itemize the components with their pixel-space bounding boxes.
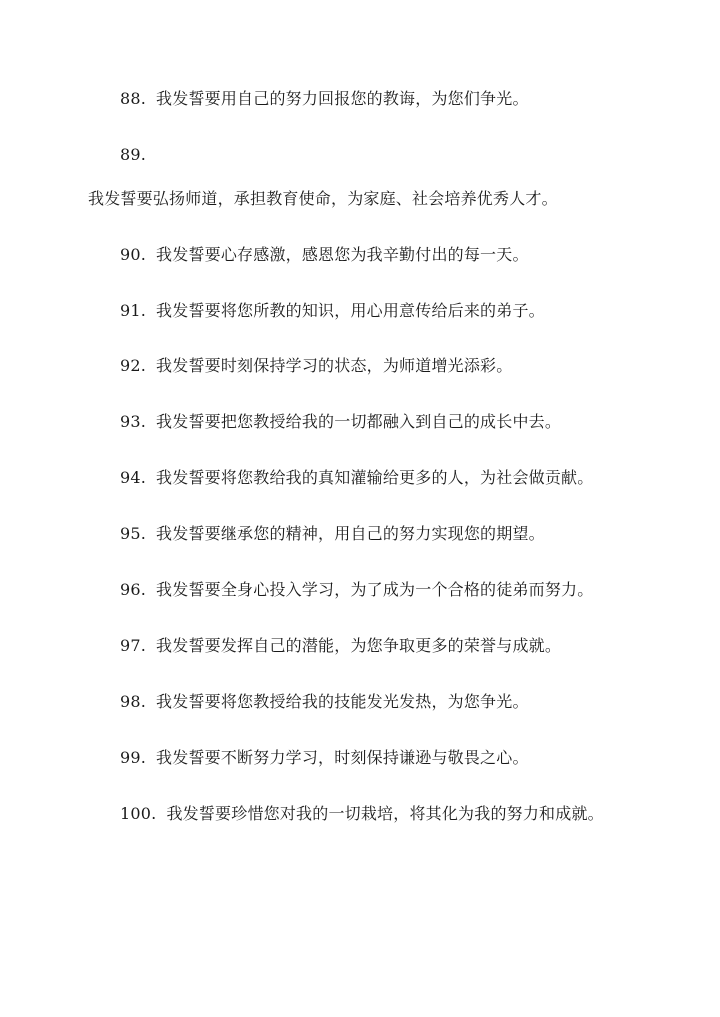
list-item-91 xyxy=(120,301,545,321)
item-text: 我发誓要用自己的努力回报您的教诲，为您们争光。 xyxy=(156,89,529,108)
item-text: 我发誓要继承您的精神，用自己的努力实现您的期望。 xyxy=(156,524,545,543)
item-text: 我发誓要将您教给我的真知灌输给更多的人，为社会做贡献。 xyxy=(156,468,594,487)
item-text: 我发誓要发挥自己的潜能，为您争取更多的荣誉与成就。 xyxy=(156,636,562,655)
item-text: 我发誓要弘扬师道，承担教育使命，为家庭、社会培养优秀人才。 xyxy=(88,189,558,208)
list-item-89-number xyxy=(120,145,156,165)
item-number: 100. xyxy=(120,804,157,823)
item-text: 我发誓要时刻保持学习的状态，为师道增光添彩。 xyxy=(156,356,513,375)
item-number: 96. xyxy=(120,580,147,599)
list-item-93 xyxy=(120,412,561,432)
list-item-97 xyxy=(120,636,561,656)
list-item-96 xyxy=(120,580,593,600)
item-text: 我发誓要不断努力学习，时刻保持谦逊与敬畏之心。 xyxy=(156,748,529,767)
item-number: 99. xyxy=(120,748,147,767)
item-number: 91. xyxy=(120,301,147,320)
list-item-88 xyxy=(120,89,529,109)
item-number: 94. xyxy=(120,468,147,487)
item-text: 我发誓要将您教授给我的技能发光发热，为您争光。 xyxy=(156,692,529,711)
list-item-99 xyxy=(120,748,529,768)
item-number: 93. xyxy=(120,412,147,431)
list-item-100 xyxy=(120,804,604,824)
item-text: 我发誓要心存感激，感恩您为我辛勤付出的每一天。 xyxy=(156,245,529,264)
item-number: 89. xyxy=(120,145,147,164)
item-number: 92. xyxy=(120,356,147,375)
item-number: 88. xyxy=(120,89,147,108)
item-number: 97. xyxy=(120,636,147,655)
item-text: 我发誓要将您所教的知识，用心用意传给后来的弟子。 xyxy=(156,301,545,320)
list-item-92 xyxy=(120,356,512,376)
list-item-89-text xyxy=(88,189,558,209)
item-text: 我发誓要把您教授给我的一切都融入到自己的成长中去。 xyxy=(156,412,562,431)
item-text: 我发誓要珍惜您对我的一切栽培，将其化为我的努力和成就。 xyxy=(166,804,604,823)
item-number: 95. xyxy=(120,524,147,543)
list-item-95 xyxy=(120,524,545,544)
item-number: 90. xyxy=(120,245,147,264)
item-number: 98. xyxy=(120,692,147,711)
list-item-90 xyxy=(120,245,529,265)
item-text: 我发誓要全身心投入学习，为了成为一个合格的徒弟而努力。 xyxy=(156,580,594,599)
list-item-98 xyxy=(120,692,529,712)
list-item-94 xyxy=(120,468,593,488)
